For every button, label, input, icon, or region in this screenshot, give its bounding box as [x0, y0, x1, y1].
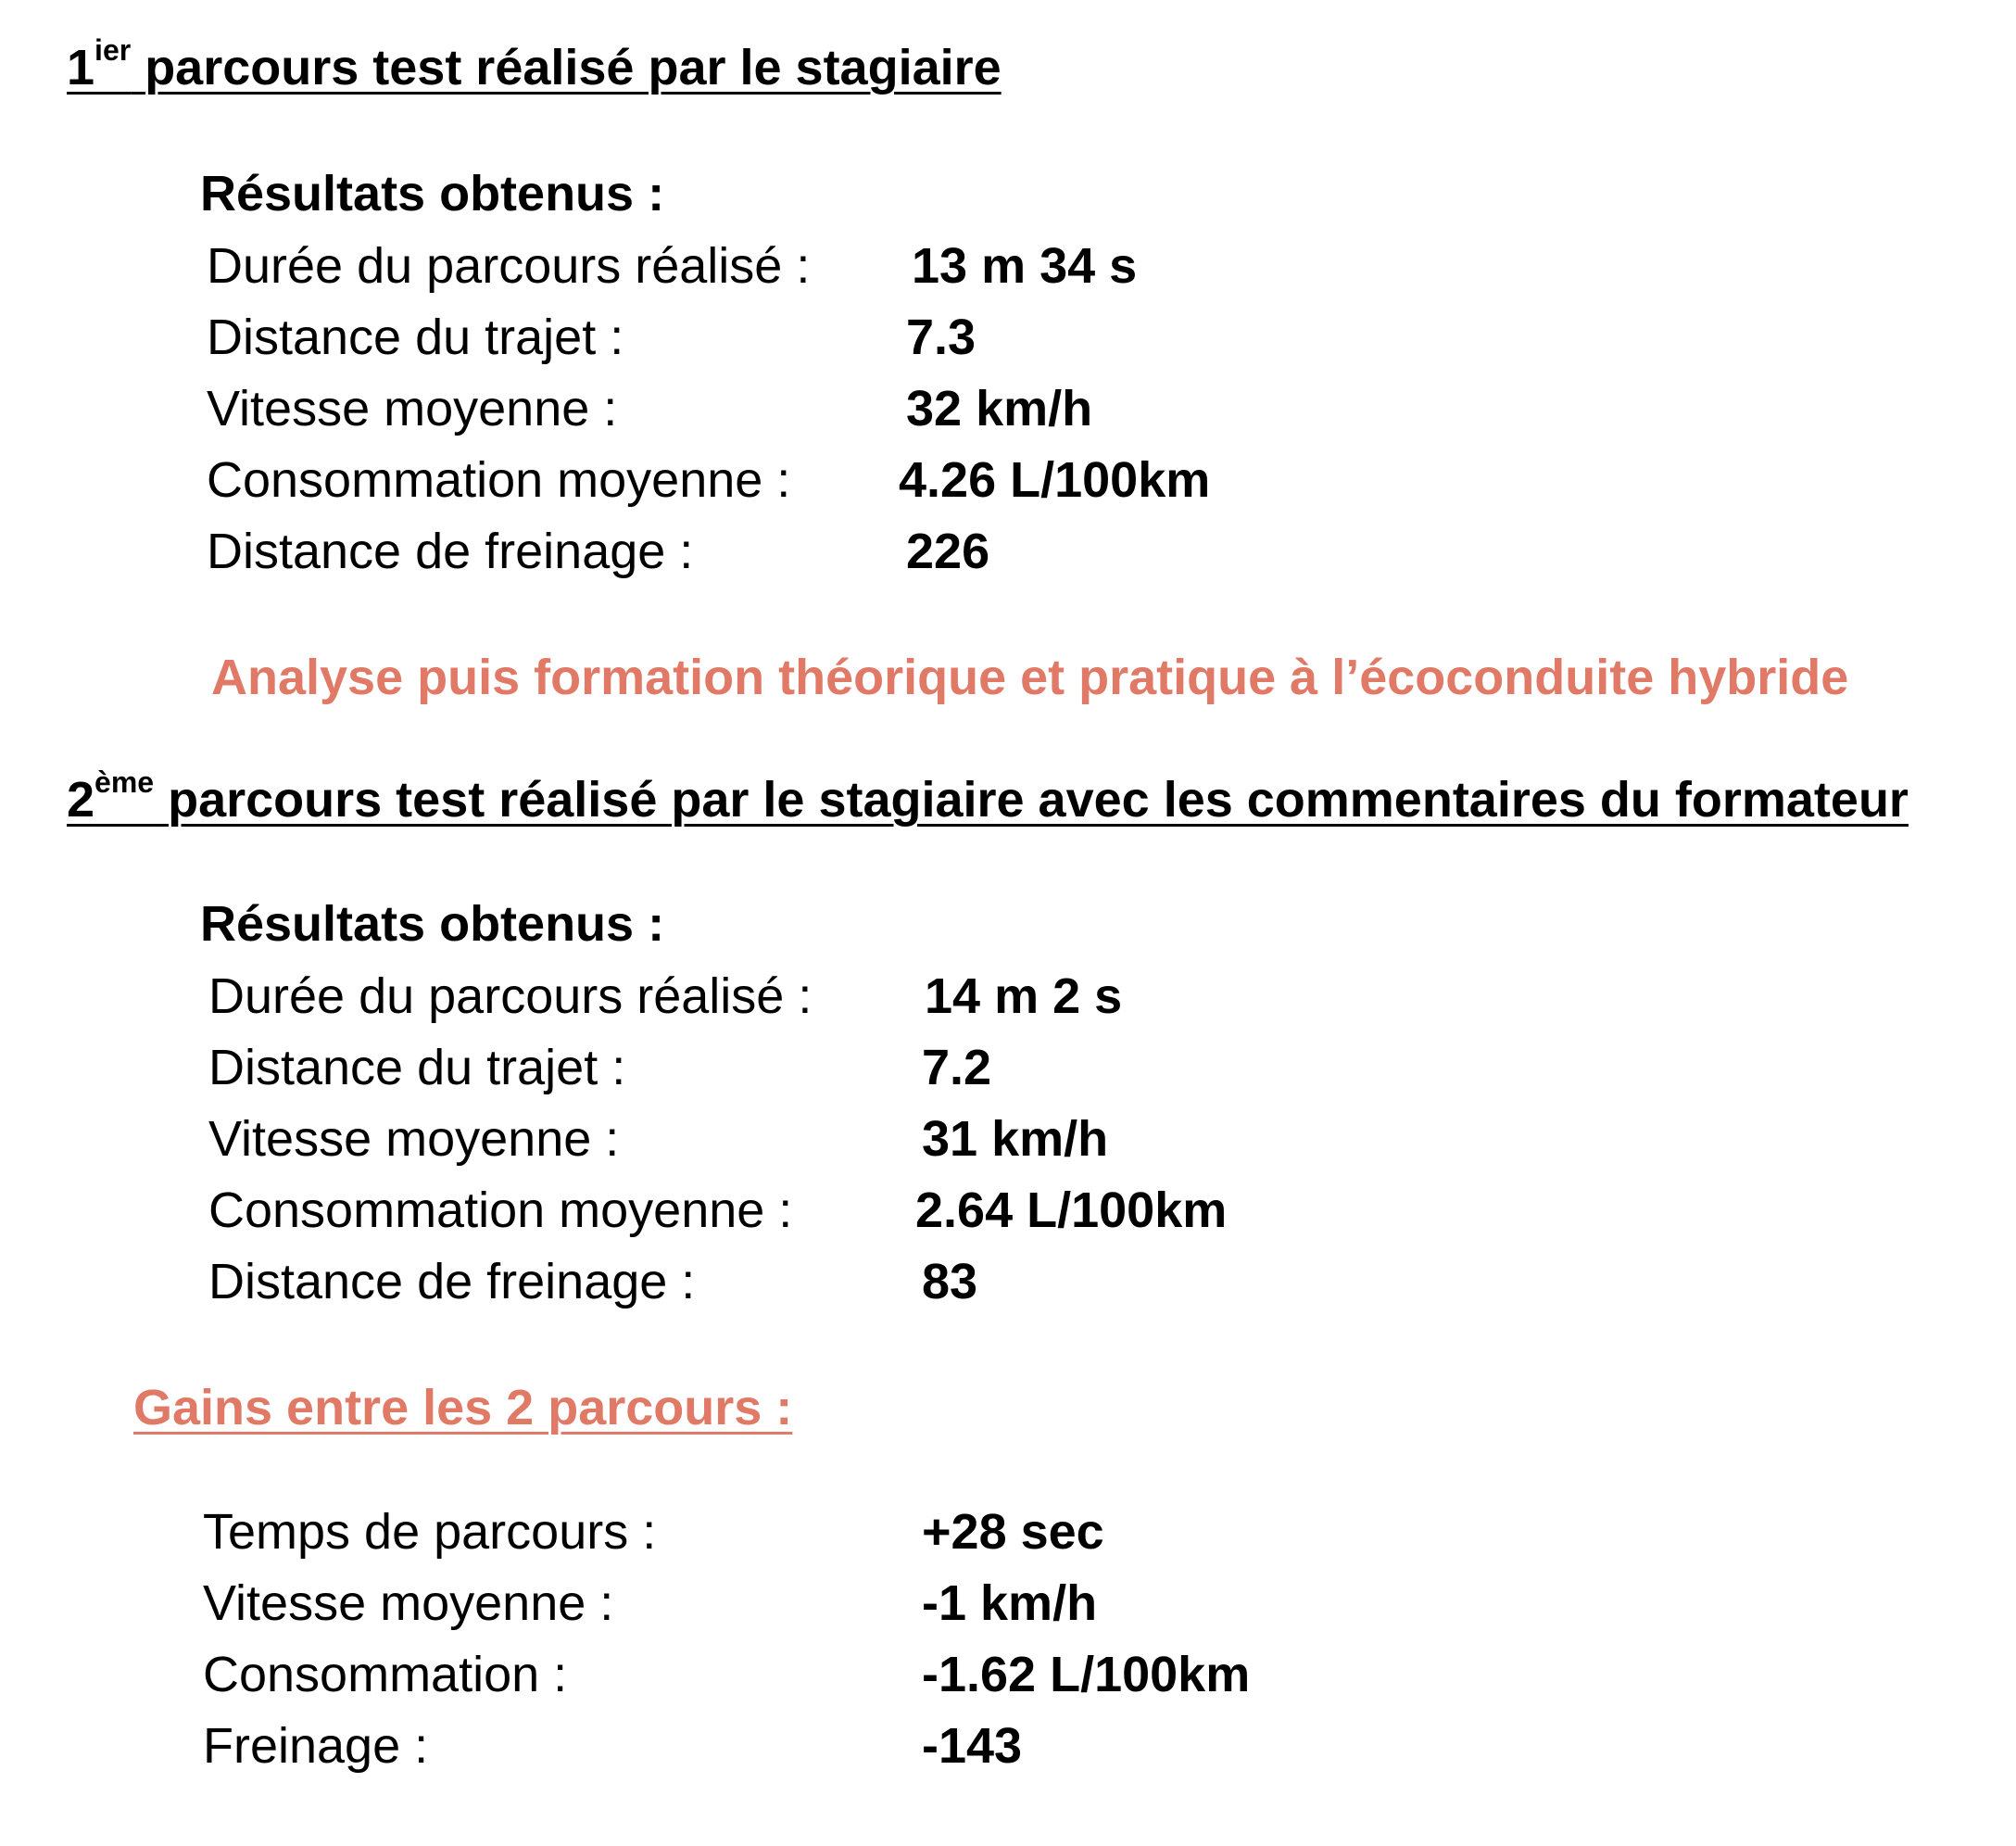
section2-row-value: 31 km/h	[922, 1111, 1109, 1167]
section2-row-label: Consommation moyenne :	[208, 1182, 793, 1238]
section1-row-label: Consommation moyenne :	[207, 452, 791, 508]
section1-row-label: Durée du parcours réalisé :	[207, 238, 811, 294]
section2-results-title: Résultats obtenus :	[200, 896, 665, 952]
gains-row-label: Vitesse moyenne :	[203, 1575, 614, 1631]
gains-row-label: Freinage :	[203, 1718, 429, 1774]
section1-row-value: 7.3	[906, 310, 976, 365]
section1-results-title: Résultats obtenus :	[200, 166, 665, 221]
section2-row-value: 83	[922, 1254, 978, 1309]
section2-heading-sup: ème	[94, 765, 155, 799]
section1-row-label: Distance de freinage :	[207, 524, 694, 579]
section2-row-value: 7.2	[922, 1040, 992, 1095]
gains-title: Gains entre les 2 parcours :	[133, 1380, 793, 1435]
section2-heading	[67, 765, 1909, 828]
section1-row-value: 226	[906, 524, 990, 579]
gains-row-value: -1 km/h	[922, 1575, 1098, 1631]
section1-row-label: Distance du trajet :	[207, 310, 624, 365]
section1-heading-sup: ier	[94, 33, 132, 67]
section2-row-label: Distance du trajet :	[208, 1040, 626, 1095]
section1-row-label: Vitesse moyenne :	[207, 381, 618, 436]
section1-row-value: 13 m 34 s	[912, 238, 1138, 294]
section1-heading	[67, 33, 1002, 96]
section2-row-value: 14 m 2 s	[925, 968, 1123, 1024]
gains-row-label: Consommation :	[203, 1647, 568, 1702]
analysis-text: Analyse puis formation théorique et pratique à l’écoconduite hybride	[211, 650, 1849, 705]
gains-row-label: Temps de parcours :	[203, 1504, 657, 1560]
section1-heading-text: parcours test réalisé par le stagiaire	[131, 40, 1002, 95]
section1-row-value: 4.26 L/100km	[899, 452, 1211, 508]
section1-row-value: 32 km/h	[906, 381, 1093, 436]
gains-row-value: -143	[922, 1718, 1023, 1774]
gains-row-value: +28 sec	[922, 1504, 1104, 1560]
gains-row-value: -1.62 L/100km	[922, 1647, 1251, 1702]
section2-row-label: Vitesse moyenne :	[208, 1111, 620, 1167]
section2-row-value: 2.64 L/100km	[915, 1182, 1228, 1238]
section2-heading-text: parcours test réalisé par le stagiaire avec les commentaires du formateur	[154, 772, 1909, 828]
section2-row-label: Distance de freinage :	[208, 1254, 696, 1309]
section2-row-label: Durée du parcours réalisé :	[208, 968, 813, 1024]
section2-heading-num: 2	[67, 772, 95, 828]
section1-heading-num: 1	[67, 40, 95, 95]
